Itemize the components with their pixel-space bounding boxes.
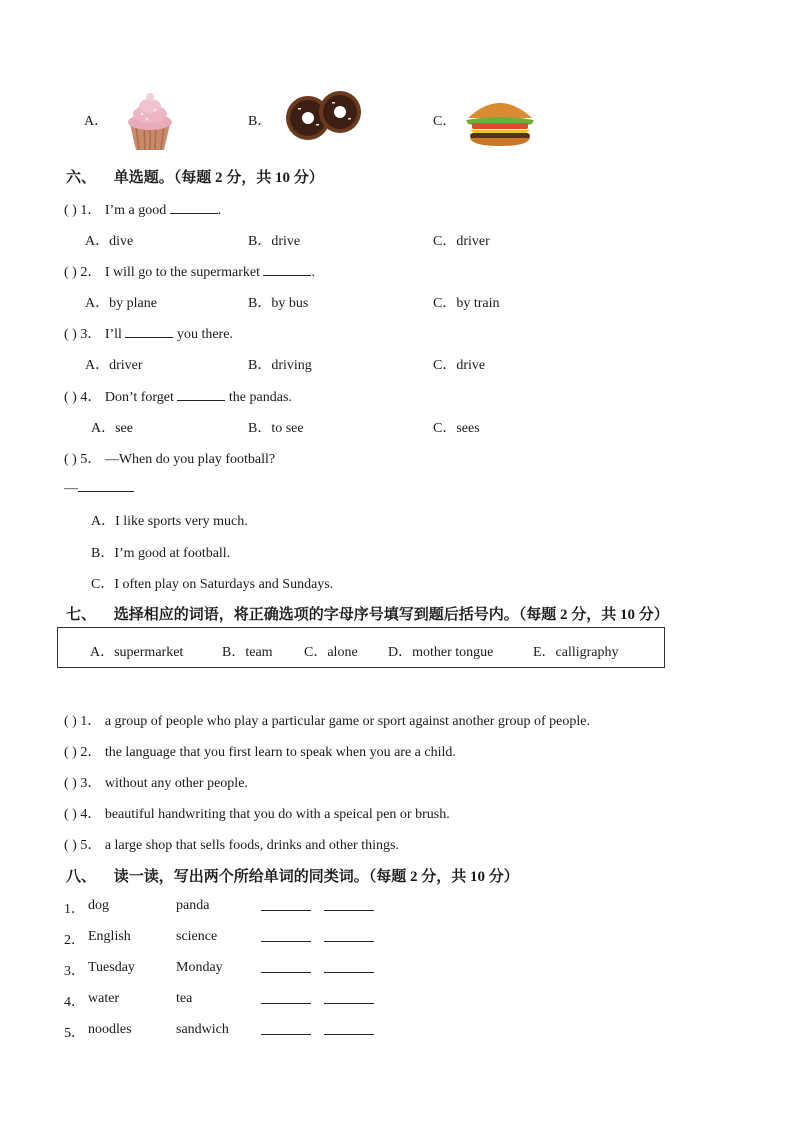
definition-1	[64, 710, 590, 730]
question-text-end: you there.	[173, 327, 233, 342]
definition-4	[64, 803, 450, 823]
answer-paren[interactable]: ( )	[64, 203, 77, 218]
answer-paren[interactable]: ( )	[64, 452, 77, 467]
answer-blank[interactable]	[324, 960, 374, 973]
cupcake-icon	[124, 90, 176, 152]
word-bank-a: A．supermarket	[90, 645, 184, 660]
pic-option-a-letter: A．	[84, 114, 109, 129]
definition-text: the language that you first learn to speak when you are a child.	[104, 745, 456, 760]
q1-option-b[interactable]: B．drive	[248, 234, 301, 249]
q5-option-a[interactable]: A．I like sports very much.	[91, 514, 248, 529]
answer-blank[interactable]	[78, 479, 134, 492]
section-8-number: 八、	[66, 867, 97, 885]
definition-text: a group of people who play a particular game or sport against another group of people.	[104, 714, 591, 729]
answer-blank[interactable]	[263, 263, 311, 276]
answer-blank[interactable]	[324, 929, 374, 942]
answer-blank[interactable]	[177, 388, 225, 401]
answer-blank[interactable]	[261, 1022, 311, 1035]
question-text-end: the pandas.	[225, 390, 292, 405]
question-text: I will go to the supermarket	[104, 265, 264, 280]
burger-icon	[462, 92, 538, 148]
word-bank-d: D．mother tongue	[388, 645, 494, 660]
answer-blank[interactable]	[324, 991, 374, 1004]
answer-blank[interactable]	[125, 325, 173, 338]
definition-number: 5．	[80, 838, 102, 853]
answer-paren[interactable]: ( )	[64, 714, 77, 729]
word-2: science	[176, 929, 218, 944]
word-2: Monday	[176, 960, 223, 975]
question-5	[64, 448, 275, 468]
word-1: water	[88, 991, 120, 1006]
answer-paren[interactable]: ( )	[64, 265, 77, 280]
q1-option-a[interactable]: A．dive	[85, 234, 134, 249]
question-4	[64, 386, 292, 406]
answer-dash: —	[64, 481, 78, 496]
question-number: 2．	[80, 265, 102, 280]
section-6-number: 六、	[66, 168, 97, 186]
answer-blank[interactable]	[261, 991, 311, 1004]
row-number: 2．	[64, 933, 85, 948]
question-text-end: .	[217, 203, 222, 218]
definition-2	[64, 741, 456, 761]
answer-paren[interactable]: ( )	[64, 327, 77, 342]
row-number: 3．	[64, 964, 85, 979]
question-text-end: .	[311, 265, 315, 280]
question-text: I’ll	[104, 327, 126, 342]
section-6-heading	[66, 166, 324, 187]
word-bank-e: E．calligraphy	[533, 645, 619, 660]
question-1	[64, 199, 221, 219]
definition-number: 4．	[80, 807, 102, 822]
q3-option-b[interactable]: B．driving	[248, 358, 312, 373]
answer-blank[interactable]	[261, 898, 311, 911]
q2-option-b[interactable]: B．by bus	[248, 296, 309, 311]
answer-paren[interactable]: ( )	[64, 776, 77, 791]
q2-option-a[interactable]: A．by plane	[85, 296, 157, 311]
q3-option-c[interactable]: C．drive	[433, 358, 486, 373]
answer-blank[interactable]	[324, 1022, 374, 1035]
q3-option-a[interactable]: A．driver	[85, 358, 143, 373]
word-1: dog	[88, 898, 109, 913]
q4-option-a[interactable]: A．see	[91, 421, 133, 436]
q5-answer-line	[64, 479, 134, 497]
answer-blank[interactable]	[261, 960, 311, 973]
section-8-title: 读一读，写出两个所给单词的同类词。（每题 2 分，共 10 分）	[113, 869, 519, 885]
q5-option-c[interactable]: C．I often play on Saturdays and Sundays.	[91, 577, 334, 592]
word-1: English	[88, 929, 131, 944]
word-bank-c: C．alone	[304, 645, 358, 660]
question-2	[64, 261, 315, 281]
answer-blank[interactable]	[324, 898, 374, 911]
definition-3	[64, 772, 248, 792]
question-number: 3．	[80, 327, 102, 342]
definition-5	[64, 834, 399, 854]
q4-option-b[interactable]: B．to see	[248, 421, 304, 436]
question-text: Don’t forget	[104, 390, 178, 405]
definition-number: 3．	[80, 776, 102, 791]
definition-number: 2．	[80, 745, 102, 760]
question-number: 4．	[80, 390, 102, 405]
row-number: 4．	[64, 995, 85, 1010]
q5-option-b[interactable]: B．I’m good at football.	[91, 546, 231, 561]
question-text: —When do you play football?	[104, 452, 276, 467]
q1-option-c[interactable]: C．driver	[433, 234, 490, 249]
question-text: I’m a good	[104, 203, 170, 218]
section-7-title: 选择相应的词语，将正确选项的字母序号填写到题后括号内。（每题 2 分，共 10 分）	[113, 607, 669, 623]
section-7-number: 七、	[66, 605, 97, 623]
answer-paren[interactable]: ( )	[64, 745, 77, 760]
question-number: 5．	[80, 452, 102, 467]
definition-number: 1．	[80, 714, 102, 729]
definition-text: a large shop that sells foods, drinks and other things.	[104, 838, 399, 853]
question-number: 1．	[80, 203, 102, 218]
word-1: Tuesday	[88, 960, 135, 975]
q2-option-c[interactable]: C．by train	[433, 296, 500, 311]
answer-paren[interactable]: ( )	[64, 390, 77, 405]
answer-blank[interactable]	[261, 929, 311, 942]
word-1: noodles	[88, 1022, 132, 1037]
row-number: 1．	[64, 902, 85, 917]
pic-option-b-letter: B．	[248, 114, 272, 129]
definition-text: without any other people.	[104, 776, 248, 791]
q4-option-c[interactable]: C．sees	[433, 421, 480, 436]
pic-option-c-letter: C．	[433, 114, 457, 129]
answer-blank[interactable]	[170, 201, 218, 214]
word-bank-b: B．team	[222, 645, 273, 660]
question-3	[64, 323, 233, 343]
donuts-icon	[282, 90, 366, 142]
answer-paren[interactable]: ( )	[64, 838, 77, 853]
section-7-heading	[66, 603, 669, 624]
section-8-heading	[66, 865, 519, 886]
answer-paren[interactable]: ( )	[64, 807, 77, 822]
section-6-title: 单选题。（每题 2 分，共 10 分）	[113, 170, 324, 186]
word-2: tea	[176, 991, 193, 1006]
word-2: sandwich	[176, 1022, 229, 1037]
word-2: panda	[176, 898, 210, 913]
row-number: 5．	[64, 1026, 85, 1041]
definition-text: beautiful handwriting that you do with a speical pen or brush.	[104, 807, 450, 822]
